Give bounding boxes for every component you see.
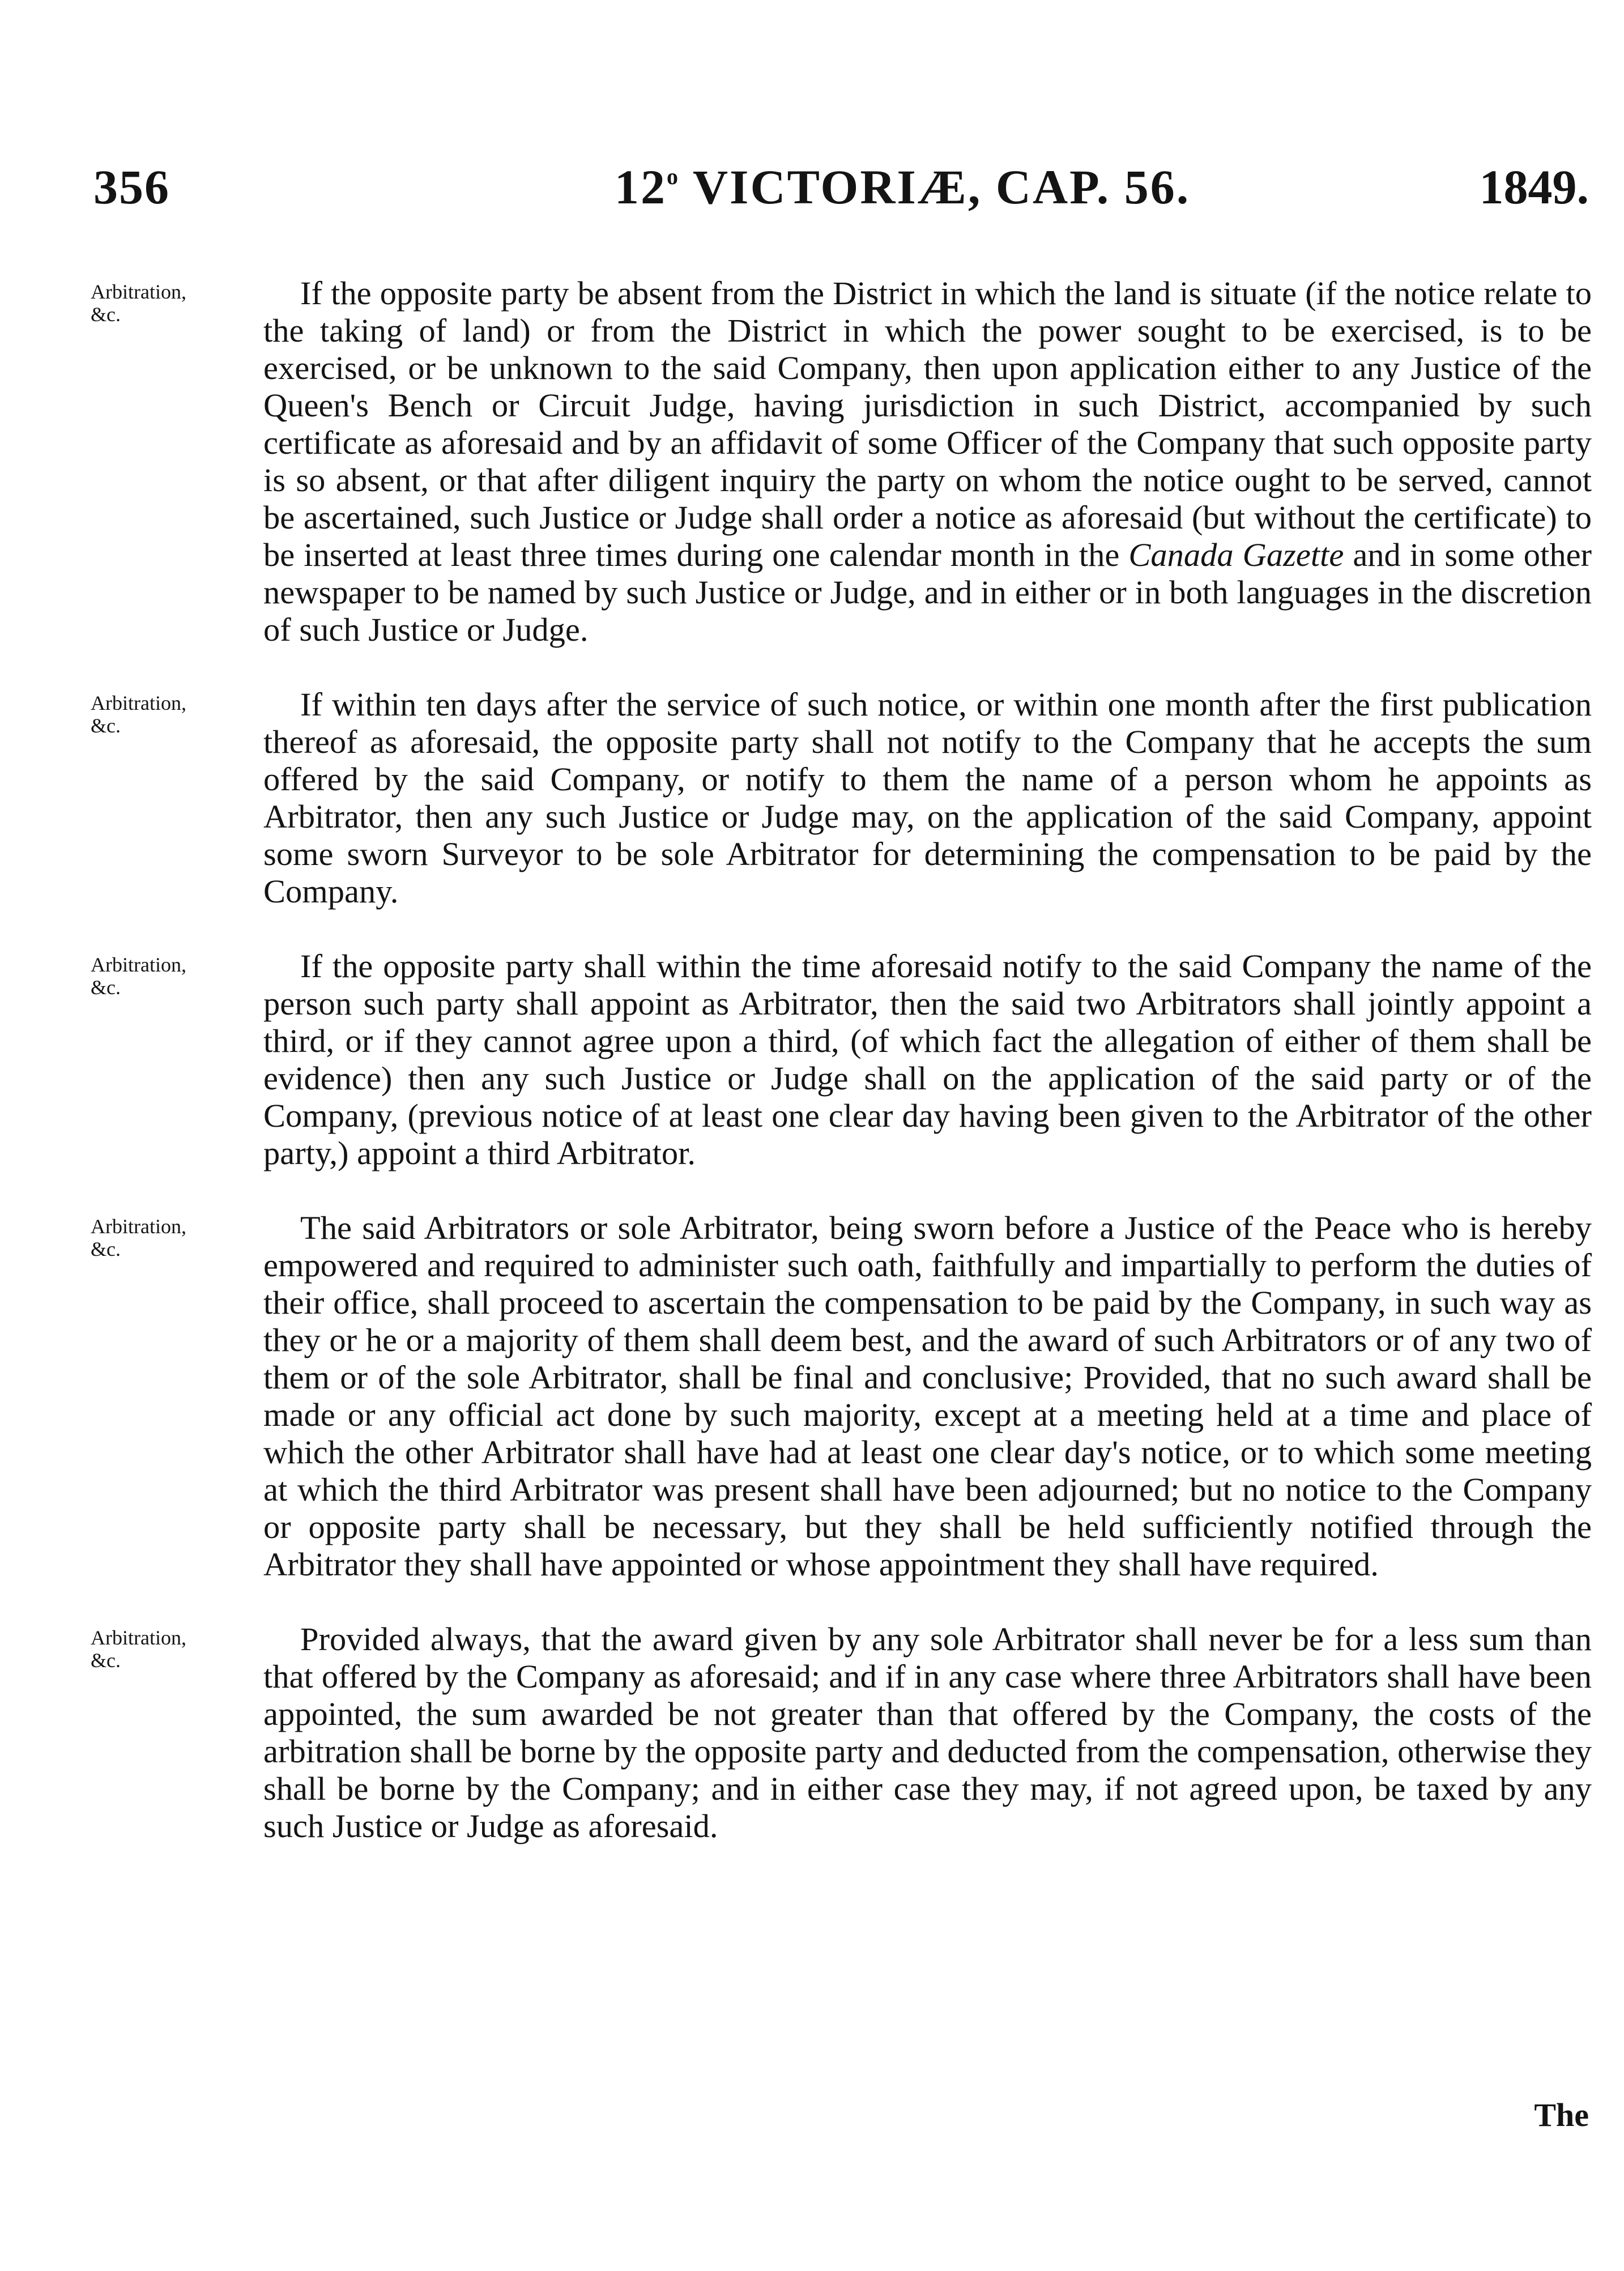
body-text: [91, 275, 1592, 1882]
section-paragraph: [263, 275, 1592, 649]
catchword: The: [1534, 2097, 1589, 2133]
section-5: [91, 1621, 1592, 1845]
section-1: [91, 275, 1592, 649]
marginal-note: Arbitration, &c.: [91, 692, 186, 737]
section-paragraph: If within ten days after the service of such notice, or within one month after the first publication thereof as aforesaid, the opposite party shall not notify to the Company that he accepts the sum offered by the said Company, or notify to them the name of a person whom he appoints as Arbitrator, then any such Justice or Judge may, on the application of the said Company, appoint some sworn Surveyor to be sole Arbitrator for determining the compensation to be paid by the Company.: [263, 686, 1592, 910]
marginal-note: Arbitration, &c.: [91, 280, 186, 326]
title-numeral: 12: [615, 160, 667, 214]
section-paragraph: If the opposite party shall within the time aforesaid notify to the said Company the name of the person such party shall appoint as Arbitrator, then the said two Arbitrators shall jointly appoint a third, or if they cannot agree upon a third, (of which fact the allegation of either of them shall be evidence) then any such Justice or Judge shall on the application of the said party or of the Company, (previous notice of at least one clear day having been given to the Arbitrator of the other party,) appoint a third Arbitrator.: [263, 948, 1592, 1171]
paragraph-text-a: If the opposite party be absent from the District in which the land is situate (if the notice relate to the taking of land) or from the District in which the power sought to be exercised, is to be exercised, or be unknown to the said Company, then upon application either to any Justice of the Queen's Bench or Circuit Judge, having jurisdiction in such District, accompanied by such certificate as aforesaid and by an affidavit of some Officer of the Company that such opposite party is so absent, or that after diligent inquiry the party on whom the notice ought to be served, cannot be ascertained, such Justice or Judge shall order a notice as aforesaid (but without the certificate) to be inserted at least three times during one calendar month in the: [263, 275, 1592, 573]
marginal-note: Arbitration, &c.: [91, 1626, 186, 1672]
page-number: 356: [93, 160, 170, 214]
marginal-note: Arbitration, &c.: [91, 1215, 186, 1260]
section-paragraph: The said Arbitrators or sole Arbitrator, being sworn before a Justice of the Peace who is hereby empowered and required to administer such oath, faithfully and impartially to perform the duties of their office, shall proceed to ascertain the compensation to be paid by the Company, in such way as they or he or a majority of them shall deem best, and the award of such Arbitrators or of any two of them or of the sole Arbitrator, shall be final and conclusive; Provided, that no such award shall be made or any official act done by such majority, except at a meeting held at a time and place of which the other Arbitrator shall have had at least one clear day's notice, or to which some meeting at which the third Arbitrator was present shall have been adjourned; but no notice to the Company or opposite party shall be necessary, but they shall be held sufficiently notified through the Arbitrator they shall have appointed or whose appointment they shall have required.: [263, 1209, 1592, 1583]
title-superscript: o: [667, 164, 680, 189]
page-header: [93, 159, 1589, 221]
marginal-note: Arbitration, &c.: [91, 953, 186, 999]
section-paragraph: Provided always, that the award given by any sole Arbitrator shall never be for a less sum than that offered by the Company as aforesaid; and if in any case where three Arbitrators shall have been appointed, the sum awarded be not greater than that offered by the Company, the costs of the arbitration shall be borne by the opposite party and deducted from the compensation, otherwise they shall be borne by the Company; and in either case they may, if not agreed upon, be taxed by any such Justice or Judge as aforesaid.: [263, 1621, 1592, 1844]
header-year: 1849.: [1479, 160, 1589, 214]
paragraph-italic: Canada Gazette: [1128, 536, 1344, 573]
title-rest: VICTORIÆ, CAP. 56.: [680, 160, 1191, 214]
section-3: [91, 948, 1592, 1172]
section-4: [91, 1209, 1592, 1583]
paragraph-text-b: and in some other newspaper to be named by such Justice or Judge, and in either or in both languages in the discretion of such Justice or Judge.: [263, 536, 1592, 648]
running-title: [615, 159, 1190, 215]
section-2: [91, 686, 1592, 910]
